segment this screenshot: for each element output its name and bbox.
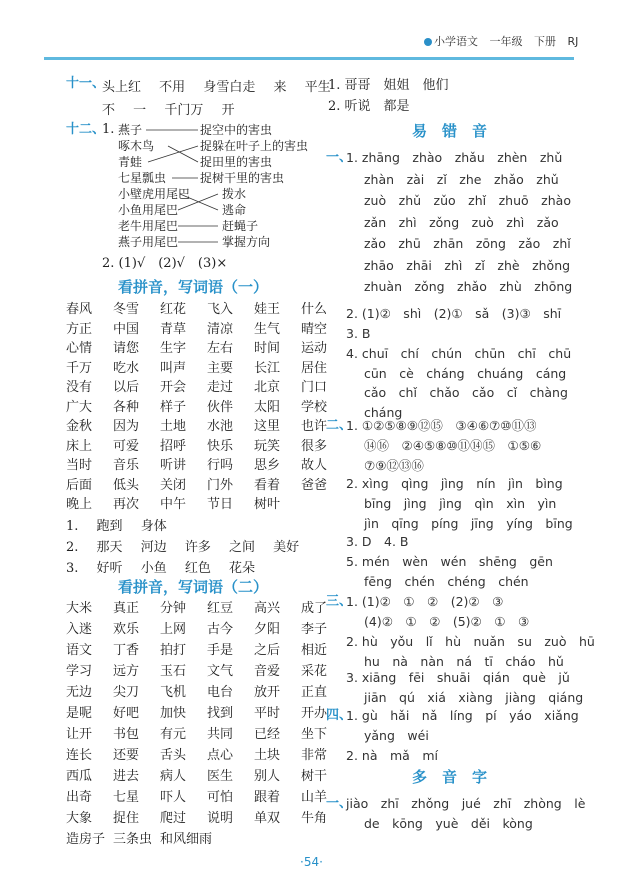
word-cell	[301, 495, 348, 515]
extra-item: 之间	[229, 540, 256, 555]
word-cell: 上网	[160, 622, 187, 637]
word-row	[66, 495, 348, 515]
word-row	[66, 745, 348, 766]
word-cell: 平时	[254, 706, 281, 721]
word-cell: 当时	[66, 458, 93, 473]
word-cell: 高兴	[254, 601, 281, 616]
word-cell: 生字	[160, 341, 187, 356]
word-cell: 吃水	[113, 360, 140, 376]
er-3: 3. D 4. B	[346, 534, 409, 549]
word-cell: 好吧	[113, 706, 140, 721]
q12-part2: 2. (1)√ (2)√ (3)×	[102, 256, 228, 271]
word-cell: 左右	[207, 341, 234, 356]
pinyin-line: ⑭⑯ ②④⑤⑧⑩⑪⑭⑮ ①⑤⑥	[364, 438, 542, 453]
match-right-item: 赶蝇子	[222, 219, 259, 233]
word-grid-2	[66, 598, 348, 850]
q11-item: 不	[102, 103, 116, 118]
word-cell: 叫声	[160, 360, 187, 376]
word-cell: 医生	[207, 769, 234, 784]
word-cell: 欢乐	[113, 622, 140, 637]
er-label: 二、	[326, 418, 353, 433]
san-label: 三、	[326, 594, 353, 609]
word-cell: 捉住	[113, 811, 140, 826]
word-cell: 中午	[160, 497, 187, 512]
word-cell: 远方	[113, 664, 140, 679]
word-cell: 飞机	[160, 685, 187, 700]
word-cell: 书包	[113, 727, 140, 742]
pinyin-line: hu nà nàn ná tī cháo hǔ	[364, 654, 564, 669]
word-cell: 土地	[160, 419, 187, 434]
pinyin-line: jiào zhī zhǒng jué zhī zhòng lè	[346, 796, 586, 811]
match-right-item: 捉空中的害虫	[200, 123, 273, 137]
word-cell: 有元	[160, 727, 187, 742]
word-cell: 时间	[254, 341, 281, 356]
word-cell: 走过	[207, 380, 234, 395]
duo-label: 一、	[326, 796, 353, 811]
word-cell: 开会	[160, 380, 187, 395]
pinyin-line: zǎo zhū zhān zōng zǎo zhǐ	[364, 236, 571, 251]
word-row	[66, 661, 348, 682]
pinyin-line: ⑦⑨⑫⑬⑯	[364, 458, 424, 473]
extra1-row	[66, 515, 181, 534]
section-title-polyphones: 多 音 字	[412, 768, 488, 786]
word-cell: 分钟	[160, 601, 187, 616]
extra1-row	[66, 536, 313, 555]
word-cell: 舌头	[160, 748, 187, 763]
pinyin-line: 1. (1)② ① ② (2)② ③	[346, 594, 504, 609]
word-cell: 生气	[254, 321, 281, 337]
word-cell: 行吗	[207, 458, 234, 473]
word-cell: 各种	[113, 399, 140, 415]
word-row	[66, 456, 348, 476]
word-row	[66, 766, 348, 787]
word-cell: 也许	[301, 419, 328, 434]
pinyin-line: zhāo zhāi zhì zǐ zhè zhǒng	[364, 257, 571, 273]
word-cell: 古今	[207, 622, 234, 637]
word-row	[66, 808, 348, 829]
word-cell: 采花	[301, 664, 328, 679]
right-top-line: 1. 哥哥 姐姐 他们	[328, 78, 449, 93]
word-cell: 金秋	[66, 419, 93, 434]
word-cell: 招呼	[160, 438, 187, 454]
word-cell: 晴空	[301, 321, 328, 337]
word-cell: 后面	[66, 477, 93, 493]
pinyin-line: zǎn zhì zǒng zuò zhì zǎo	[364, 214, 559, 230]
match-left-item: 小鱼用尾巴	[118, 203, 179, 217]
word-row	[66, 829, 348, 850]
match-left-item: 青蛙	[118, 155, 143, 169]
word-cell: 单双	[254, 811, 281, 826]
pinyin-line: 2. xìng qìng jìng nín jìn bìng	[346, 476, 563, 491]
pinyin-line: 1. gù hǎi nǎ líng pí yáo xiǎng	[346, 708, 579, 723]
q11-item: 不用	[159, 80, 186, 95]
word-cell: 千万	[66, 360, 93, 376]
match-right-item: 掌握方向	[222, 235, 271, 249]
word-row	[66, 682, 348, 703]
q11-item: 平生	[304, 80, 331, 95]
word-cell: 青草	[160, 321, 187, 337]
word-cell: 坐下	[301, 727, 328, 742]
word-cell: 什么	[301, 302, 328, 317]
match-left-item: 燕子	[118, 123, 143, 137]
word-cell: 让开	[66, 727, 93, 742]
word-cell: 没有	[66, 380, 93, 395]
word-cell: 病人	[160, 769, 187, 784]
word-cell	[254, 829, 301, 850]
pinyin-line: zhuàn zǒng zhǎo zhù zhōng	[364, 279, 573, 294]
pinyin-line: zuò zhǔ zǔo zhǐ zhuō zhào	[364, 193, 571, 208]
word-row	[66, 598, 348, 619]
pinyin-line: cǎo chǐ chǎo cǎo cǐ chàng	[364, 385, 568, 400]
word-cell: 文气	[207, 664, 234, 679]
word-cell: 正直	[301, 685, 328, 700]
word-cell: 无边	[66, 685, 93, 700]
word-cell: 门外	[207, 477, 234, 493]
word-cell: 七星	[113, 790, 140, 805]
word-cell: 放开	[254, 685, 281, 700]
word-cell: 音乐	[113, 458, 140, 473]
word-cell: 因为	[113, 419, 140, 434]
extra-item: 2.	[66, 540, 79, 555]
word-cell: 心情	[66, 341, 93, 356]
word-cell: 节日	[207, 497, 234, 512]
word-cell: 电台	[207, 685, 234, 700]
word-cell: 低头	[113, 477, 140, 493]
word-cell: 找到	[207, 706, 234, 721]
word-row	[66, 640, 348, 661]
word-cell: 听讲	[160, 458, 187, 473]
header-edition: RJ	[567, 35, 579, 48]
pinyin-line: 1. ①②⑤⑧⑨⑫⑮ ③④⑥⑦⑩⑪⑬	[346, 418, 537, 433]
word-cell: 娃王	[254, 302, 281, 317]
yi-label: 一、	[326, 150, 353, 165]
word-cell: 别人	[254, 769, 281, 784]
q11-item: 头上红	[102, 80, 142, 95]
word-cell: 快乐	[207, 438, 234, 454]
word-cell: 居住	[301, 360, 328, 376]
pinyin-line: (4)② ① ② (5)② ① ③	[364, 614, 530, 629]
word-cell: 晚上	[66, 497, 93, 512]
pinyin-line: cūn cè cháng chuáng cáng	[364, 365, 567, 381]
word-cell: 请您	[113, 341, 140, 356]
extra1-row	[66, 557, 269, 576]
word-cell: 飞入	[207, 302, 234, 317]
word-cell: 是呢	[66, 706, 93, 721]
word-cell: 思乡	[254, 458, 281, 473]
extra-item: 1.	[66, 519, 79, 534]
word-cell: 春风	[66, 302, 93, 317]
word-cell: 点心	[207, 748, 234, 763]
word-row	[66, 359, 348, 379]
q11-item: 千门万	[164, 103, 204, 118]
word-row	[66, 339, 348, 359]
word-cell: 关闭	[160, 477, 187, 493]
extra-item: 跑到	[96, 519, 123, 534]
word-cell: 太阳	[254, 399, 281, 415]
word-cell: 牛角	[301, 811, 328, 826]
extra-item: 好听	[96, 561, 123, 576]
pinyin-line: bīng jìng jìng qìn xìn yìn	[364, 496, 557, 511]
yi-2: 2. (1)② shì (2)① sǎ (3)③ shī	[346, 306, 562, 321]
extra-item: 红色	[184, 561, 211, 576]
word-cell: 爬过	[160, 811, 187, 826]
word-cell: 很多	[301, 438, 328, 454]
word-cell: 土块	[254, 748, 281, 763]
word-cell: 冬雪	[113, 302, 140, 317]
word-cell: 语文	[66, 643, 93, 658]
word-cell: 出奇	[66, 790, 93, 805]
word-cell	[301, 829, 348, 850]
word-row	[66, 787, 348, 808]
extra-item: 河边	[140, 540, 167, 555]
word-grid-1	[66, 300, 348, 515]
match-right-item: 拨水	[222, 187, 247, 201]
extra-item: 美好	[273, 540, 300, 555]
word-cell: 李子	[301, 622, 328, 637]
match-left-item: 小壁虎用尾巴	[118, 187, 191, 201]
word-cell: 连长	[66, 748, 93, 763]
extra-item: 许多	[184, 540, 211, 555]
word-cell: 故人	[301, 458, 328, 473]
word-cell: 样子	[160, 399, 187, 415]
si-label: 四、	[326, 708, 353, 723]
match-right-item: 捉躲在叶子上的害虫	[200, 139, 309, 153]
word-cell: 手是	[207, 643, 234, 658]
word-cell: 学校	[301, 399, 328, 415]
match-right-item: 捉田里的害虫	[200, 155, 273, 169]
q11-label: 十一、	[66, 76, 106, 91]
word-cell: 之后	[254, 643, 281, 658]
yi-3: 3. B	[346, 326, 371, 341]
word-cell: 拍打	[160, 643, 187, 658]
word-cell: 看着	[254, 477, 281, 493]
match-right-item: 逃命	[222, 203, 247, 217]
word-cell: 学习	[66, 664, 93, 679]
word-cell: 主要	[207, 360, 234, 376]
word-cell: 还要	[113, 748, 140, 763]
word-cell: 大象	[66, 811, 93, 826]
word-cell: 再次	[113, 497, 140, 512]
word-cell: 已经	[254, 727, 281, 742]
q12-part1-label: 1.	[102, 122, 115, 137]
word-cell: 尖刀	[113, 685, 140, 700]
word-cell: 运动	[301, 341, 328, 356]
match-left-item: 啄木鸟	[118, 139, 155, 153]
word-row	[66, 398, 348, 418]
word-cell: 加快	[160, 706, 187, 721]
word-cell: 玉石	[160, 664, 187, 679]
word-row	[66, 476, 348, 496]
word-cell: 相近	[301, 643, 328, 658]
word-cell: 北京	[254, 380, 281, 395]
word-cell: 音爱	[254, 664, 281, 679]
q11-item: 来	[273, 80, 287, 95]
word-cell: 以后	[113, 380, 140, 395]
word-cell: 伙伴	[207, 399, 234, 415]
header-volume: 下册	[534, 35, 556, 48]
right-top-line: 2. 听说 都是	[328, 99, 410, 114]
extra-item: 那天	[96, 540, 123, 555]
pinyin-line: jiān qú xiá xiàng jiàng qiáng	[364, 690, 584, 705]
extra-item: 小鱼	[140, 561, 167, 576]
extra-item: 身体	[140, 519, 167, 534]
word-cell: 吓人	[160, 790, 187, 805]
word-cell: 进去	[113, 769, 140, 784]
word-cell: 广大	[66, 399, 93, 415]
word-cell: 玩笑	[254, 438, 281, 454]
header-subject: 小学语文	[434, 35, 478, 48]
q11-item: 一	[133, 103, 147, 118]
word-cell: 这里	[254, 419, 281, 434]
pinyin-line: 4. chuī chí chún chūn chī chū	[346, 346, 572, 361]
word-row	[66, 320, 348, 340]
word-cell: 真正	[113, 601, 140, 616]
word-row	[66, 378, 348, 398]
word-cell: 跟着	[254, 790, 281, 805]
pinyin-line: fēng chén chéng chén	[364, 574, 529, 589]
word-cell: 夕阳	[254, 622, 281, 637]
word-row	[66, 417, 348, 437]
word-cell: 入迷	[66, 622, 93, 637]
word-cell: 可怕	[207, 790, 234, 805]
si-2: 2. nà mǎ mí	[346, 748, 438, 763]
word-row	[66, 724, 348, 745]
word-cell: 山羊	[301, 790, 328, 805]
word-cell: 成了	[301, 601, 328, 616]
word-row	[66, 703, 348, 724]
word-cell: 开办	[301, 706, 328, 721]
pinyin-line: de kōng yuè děi kòng	[364, 816, 533, 831]
word-cell: 造房子	[66, 832, 106, 847]
word-cell: 非常	[301, 748, 328, 763]
header-grade: 一年级	[489, 35, 523, 48]
word-cell: 西瓜	[66, 769, 93, 784]
page-number: ·54·	[300, 855, 323, 869]
word-row	[66, 619, 348, 640]
pinyin-line: cháng	[364, 404, 403, 420]
section-title-words-1: 看拼音，写词语（一）	[118, 278, 269, 296]
word-cell: 树干	[301, 769, 328, 784]
word-cell: 水池	[207, 419, 234, 434]
word-cell	[207, 829, 254, 850]
match-left-item: 老牛用尾巴	[118, 219, 179, 233]
word-cell: 爸爸	[301, 477, 328, 493]
word-cell: 红豆	[207, 601, 234, 616]
pinyin-line: jìn qīng píng jīng yíng bīng	[364, 516, 573, 531]
match-right-item: 捉树干里的害虫	[200, 171, 285, 185]
word-cell: 门口	[301, 380, 328, 395]
section-title-words-2: 看拼音，写词语（二）	[118, 578, 269, 596]
section-title-easy-wrong-sounds: 易 错 音	[412, 122, 488, 140]
word-cell: 清凉	[207, 321, 234, 337]
word-cell: 树叶	[254, 497, 281, 512]
word-row	[66, 300, 348, 320]
word-cell: 可爱	[113, 438, 140, 454]
word-cell: 红花	[160, 302, 187, 317]
extra-item: 花朵	[229, 561, 256, 576]
pinyin-line: yǎng wéi	[364, 728, 429, 743]
q11-item: 身雪白走	[203, 80, 256, 95]
pinyin-line: zhàn zài zǐ zhe zhǎo zhǔ	[364, 171, 559, 187]
word-cell: 中国	[113, 321, 140, 337]
match-left-item: 燕子用尾巴	[118, 235, 179, 249]
word-cell: 大米	[66, 601, 93, 616]
extra-item: 3.	[66, 561, 79, 576]
word-cell: 共同	[207, 727, 234, 742]
word-row	[66, 437, 348, 457]
word-cell: 长江	[254, 360, 281, 376]
pinyin-line: 1. zhāng zhào zhǎu zhèn zhǔ	[346, 150, 563, 165]
pinyin-line: 5. mén wèn wén shēng gēn	[346, 554, 553, 569]
word-cell: 说明	[207, 811, 234, 826]
q11-item: 开	[221, 103, 235, 118]
pinyin-line: 2. hù yǒu lǐ hù nuǎn su zuò hū	[346, 634, 595, 649]
word-cell: 丁香	[113, 643, 140, 658]
q12-label: 十二、	[66, 122, 106, 137]
word-cell: 三条虫	[113, 832, 153, 847]
word-cell: 和风细雨	[160, 832, 213, 847]
pinyin-line: 3. xiāng fēi shuāi qián què jǔ	[346, 670, 570, 685]
match-left-item: 七星瓢虫	[118, 171, 167, 185]
word-cell: 床上	[66, 438, 93, 454]
word-cell: 方正	[66, 321, 93, 337]
